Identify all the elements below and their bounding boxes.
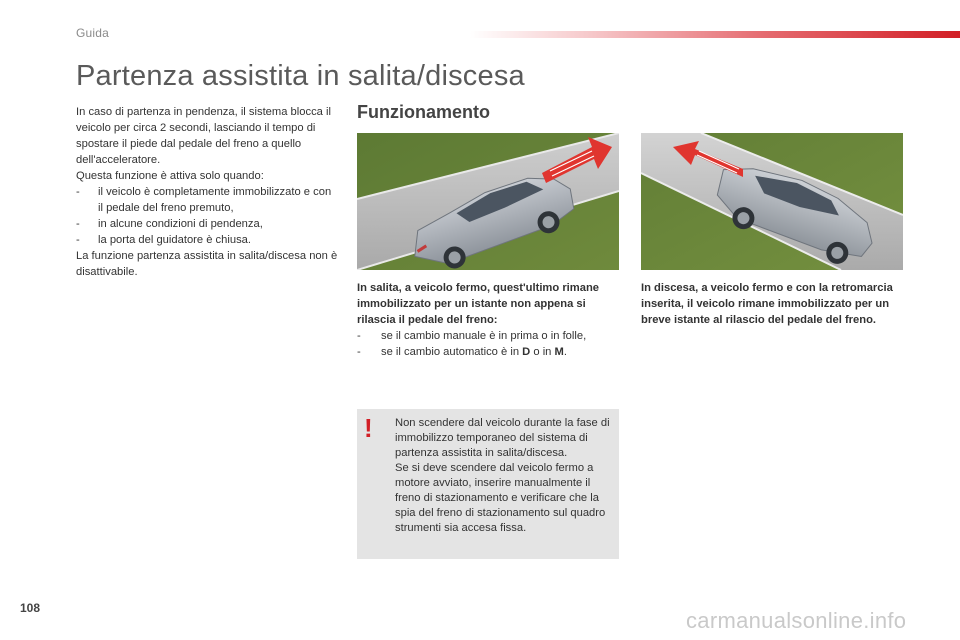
list-item: - la porta del guidatore è chiusa. [76, 234, 251, 246]
section-label: Guida [76, 26, 110, 40]
downhill-caption-lead: In discesa, a veicolo fermo e con la retromarcia inserita, il veicolo rimane immobilizzato per un breve istante al rilascio del pedale del freno. [641, 282, 893, 326]
list-item: - se il cambio manuale è in prima o in folle, [357, 330, 587, 342]
watermark: carmanualsonline.info [686, 608, 907, 633]
list-item: - il veicolo è completamente immobilizzato e con il pedale del freno premuto, [76, 186, 332, 214]
warning-box [357, 409, 619, 559]
downhill-caption [641, 280, 903, 328]
header-accent-bar [470, 31, 960, 38]
conditions-list [76, 184, 338, 248]
page-number: 108 [20, 601, 41, 615]
list-item: - in alcune condizioni di pendenza, [76, 218, 263, 230]
list-item: - se il cambio automatico è in D o in M. [357, 346, 567, 358]
downhill-illustration [641, 133, 903, 270]
intro-note: La funzione partenza assistita in salita/discesa non è disattivabile. [76, 250, 338, 278]
uphill-caption [357, 280, 619, 360]
intro-text [76, 104, 338, 280]
warning-paragraph: Se si deve scendere dal veicolo fermo a motore avviato, inserire manualmente il freno di stazionamento e verificare che la spia del freno di stazionamento sul quadro strumenti sia accesa fissa. [395, 462, 606, 534]
intro-paragraph: In caso di partenza in pendenza, il sistema blocca il veicolo per circa 2 secondi, lasciando il tempo di spostare il piede dal pedale del freno a quello dell'acceleratore. [76, 106, 331, 166]
warning-text [395, 416, 617, 536]
intro-conditions-lead: Questa funzione è attiva solo quando: [76, 170, 264, 182]
warning-icon: ! [364, 413, 373, 443]
uphill-caption-lead: In salita, a veicolo fermo, quest'ultimo rimane immobilizzato per un istante non appena si rilascia il pedale del freno: [357, 282, 600, 326]
uphill-illustration [357, 133, 619, 270]
page-title: Partenza assistita in salita/discesa [76, 60, 525, 92]
section-heading: Funzionamento [357, 102, 490, 122]
uphill-conditions-list [357, 328, 619, 360]
warning-paragraph: Non scendere dal veicolo durante la fase di immobilizzo temporaneo del sistema di partenza assistita in salita/discesa. [395, 417, 610, 459]
